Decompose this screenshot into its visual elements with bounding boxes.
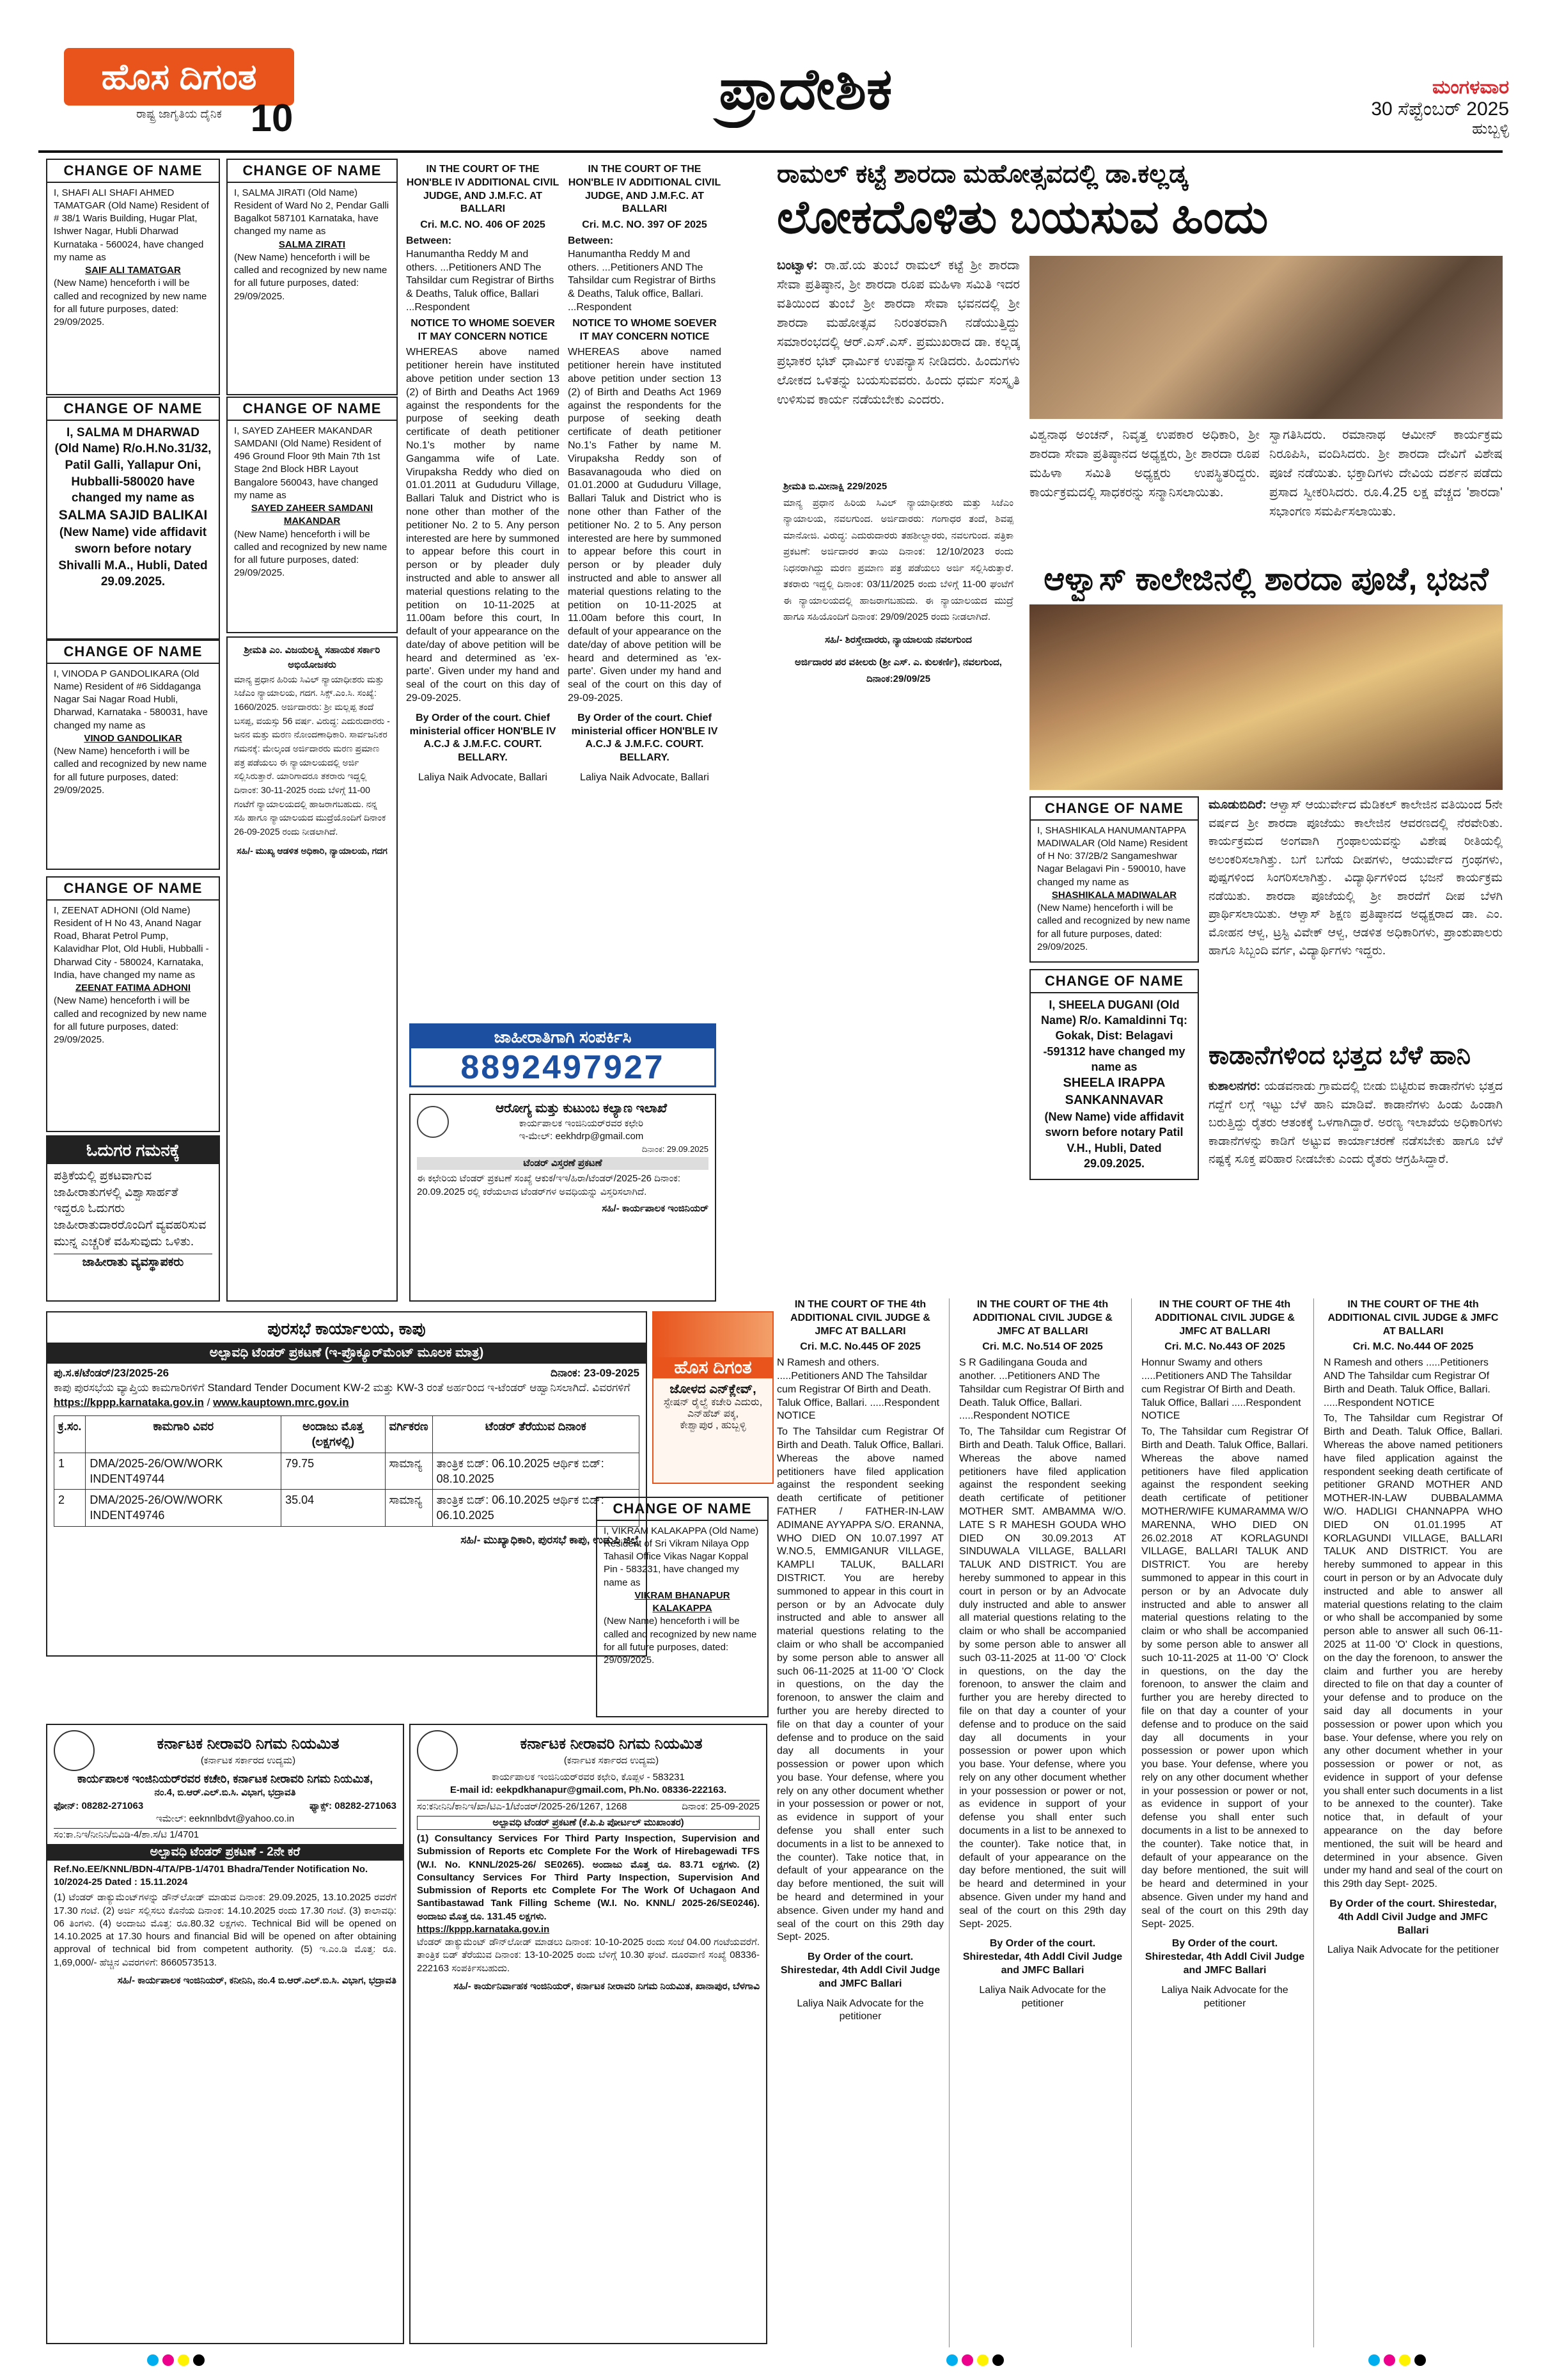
court-title: IN THE COURT OF THE HON'BLE IV ADDITIONAL CIVIL JUDGE, AND J.M.F.C. AT BALLARI: [568, 164, 721, 215]
story1-col2: ವಿಶ್ವನಾಥ ಅಂಚನ್, ನಿವೃತ್ತ ಉಪಕಾರ ಅಧಿಕಾರಿ, ಶ್ರೀ ಶಾರದಾ ಸೇವಾ ಪ್ರತಿಷ್ಠಾನದ ಅಧ್ಯಕ್ಷರು, ಶ್ರೀ ಶಾರದಾ ರೂಪ ಮಹಿಳಾ ಸಮಿತಿ ಅಧ್ಯಕ್ಷರು ಉಪಸ್ಥಿತರಿದ್ದರು. ಕಾರ್ಯಕ್ರಮದಲ್ಲಿ ಸಾಧಕರನ್ನು ಸನ್ಮಾನಿಸಲಾಯಿತು.: [1029, 428, 1260, 500]
court-body: To, The Tahsildar cum Registrar Of Birth and Death. Taluk Office, Ballari. Whereas the above named petitioners have filed application against the respondent seeking death certificate of petitioner MOTHER SMT. AMBAMMA W/O. LATE S R MAHESH GOUDA WHO DIED ON 30.09.2013 AT SINDUWALA VILLAGE, BALLARI TALUK AND DISTRICT. You are hereby summoned to appear in this court in person or by an Advocate duly instructed and able to answer all material questions relating to the claim or who shall be accompanied by some person able to answer all such 03-11-2025 at 11-00 'O' Clock in questions, on the day the forenoon, to answer the claim and further you are hereby directed to file on that day a counter of your defense and to produce on the said day all documents in your possession or power upon which you base. Your defense, where you rely on any other document whether in your possession or power or not, as evidence in support of your defense you shall enter such documents in a list to be annexed to the counter). Take notice that, in default of your appearance on the day before mentioned, the suit will be heard and determined in your absence. Given under my hand and seal of the court on this 29th day Sept- 2025.: [959, 1426, 1126, 1930]
legal-notice-advocate: ಅರ್ಜಿದಾರರ ಪರ ವಕೀಲರು (ಶ್ರೀ ಎಸ್. ಎ. ಕುಲಕರ್ಣಿ), ನವಲಗುಂದ, ದಿನಾಂಕ:29/09/25: [795, 657, 1002, 684]
court-notice-397: [568, 163, 721, 1014]
court-title: IN THE COURT OF THE 4th ADDITIONAL CIVIL JUDGE & JMFC AT BALLARI: [1327, 1299, 1499, 1337]
knnl2-heading: ಅಲ್ಪಾವಧಿ ಟೆಂಡರ್ ಪ್ರಕಟಣೆ (ಕೆ.ಪಿ.ಪಿ ಪೋರ್ಟಲ್ ಮುಖಾಂತರ): [417, 1816, 760, 1830]
ad-tail: (New Name) henceforth i will be called and recognized by new name for all future purposes, dated: 29/09/2025.: [234, 251, 387, 302]
knnl2-ref: ಸಂ:ಕನೀನಿನಿ/ಕಾನಿಇ/ಖಾ/ಟಿಎ-1/ಟೆಂಡರ್/2025-26/1267, 1268: [417, 1801, 627, 1812]
ad-tail: (New Name) henceforth i will be called and recognized by new name for all future purposes, dated: 29/09/2025.: [54, 746, 207, 796]
court-title: IN THE COURT OF THE 4th ADDITIONAL CIVIL JUDGE & JMFC AT BALLARI: [973, 1299, 1113, 1337]
court-advocate: Laliya Naik Advocate, Ballari: [418, 772, 547, 784]
table-cell: DMA/2025-26/OW/WORK INDENT49744: [86, 1453, 281, 1490]
ad-new-name: VIKRAM BHANAPUR KALAKAPPA: [634, 1589, 730, 1614]
knnl2-body: ಟೆಂಡರ್ ಡಾಕ್ಯುಮೆಂಟ್ ಡೌನ್‌ಲೋಡ್ ಮಾಡಲು ದಿನಾಂಕ: 10-10-2025 ರಂದು ಸಂಜೆ 04.00 ಗಂಟೆಯವರೆಗೆ. ತಾಂತ್ರಿಕ ಬಿಡ್ ತೆರೆಯುವ ದಿನಾಂಕ: 13-10-2025 ರಂದು ಬೆಳಿಗ್ಗೆ 10.30 ಘಂಟೆ. ದೂರವಾಣಿ ಸಂಖ್ಯೆ 08336-222163 ಸಂಪರ್ಕಿಸಬಹುದು.: [417, 1937, 760, 1974]
ad-header: CHANGE OF NAME: [597, 1498, 767, 1521]
ad-change-of-name-1: [46, 159, 220, 395]
section-title: ಪ್ರಾದೇಶಿಕ: [719, 58, 893, 122]
municipal-tender-table: [54, 1415, 639, 1527]
legal-notice-title: ಶ್ರೀಮತಿ ಎಂ. ವಿಜಯಲಕ್ಷ್ಮಿ ಸಹಾಯಕ ಸರ್ಕಾರಿ ಅಭಿಯೋಜಕರು: [244, 645, 380, 671]
court-sign: By Order of the court. Chief ministerial officer HON'BLE IV A.C.J & J.M.F.C. COURT. BELLARY.: [409, 712, 556, 764]
table-row: [54, 1490, 639, 1527]
court-parties: N Ramesh and others. .....Petitioners AND The Tahsildar cum Registrar Of Birth and Death. Taluk Office, Ballari. .....Respondent NOTICE: [777, 1357, 940, 1422]
ad-header: CHANGE OF NAME: [228, 160, 396, 183]
ad-header: CHANGE OF NAME: [47, 398, 219, 421]
knnl2-portal-link[interactable]: https://kppp.karnataka.gov.in: [417, 1923, 550, 1935]
court-case-number: Cri. M.C. NO. 406 OF 2025: [420, 219, 545, 231]
municipal-ref: ಪು.ಸ.ಕ/ಟೆಂಡರ್/23/2025-26: [54, 1367, 169, 1380]
masthead-rule: [38, 150, 1503, 153]
dateline: [1279, 77, 1509, 138]
ad-new-name: SHEELA IRAPPA SANKANNAVAR: [1063, 1076, 1166, 1108]
ad-change-of-name-3: [46, 397, 220, 640]
court-body: To, The Tahsildar cum Registrar Of Birth and Death. Taluk Office, Ballari. Whereas the above named petitioners have filed application against the respondent seeking death certificate of petitioner GRAND MOTHER AND MOTHER-IN-LAW DUBBALAMMA W/O. HADLIGI CHANNAPPA WHO DIED ON 01.01.1995 AT KORLAGUNDI VILLAGE, BALLARI TALUK AND DISTRICT. You are hereby summoned to appear in this court in person or by an Advocate duly instructed and able to answer all material questions relating to the claim or who shall be accompanied by some person able to answer all such 06-11-2025 at 11-00 'O' Clock in questions, on the day the forenoon, to answer the claim and further you are hereby directed to file on that day a counter of your defense and to produce on the said day all documents in your possession or power upon which you base. Your defense, where you rely on any other document whether in your possession or power or not, as evidence in support of your defense you shall enter such documents in a list to be annexed to the counter). Take notice that, in default of your appearance on the day before mentioned, the suit will be heard and determined in your absence. Given under my hand and seal of the court on this 29th day Sept- 2025.: [1324, 1413, 1503, 1890]
legal-notice-body: ಮಾನ್ಯ ಪ್ರಧಾನ ಹಿರಿಯ ಸಿವಿಲ್ ನ್ಯಾಯಾಧೀಶರು ಮತ್ತು ಸಿಜೆಎಂ ನ್ಯಾಯಾಲಯ, ನವಲಗುಂದ. ಅರ್ಜಿದಾರರು: ಗಂಗಾಧರ ತಂದೆ, ಶಿವಪ್ಪ ಮಾನೋಜಿ. ವಿರುದ್ಧ: ಎದುರುದಾರರು ತಹಶೀಲ್ದಾರರು, ನವಲಗುಂದ. ಪತ್ರಿಕಾ ಪ್ರಕಟಣೆ: ಅರ್ಜಿದಾರರ ತಾಯಿ ದಿನಾಂಕ: 12/10/2023 ರಂದು ನಿಧನರಾಗಿದ್ದು ಮರಣ ಪ್ರಮಾಣ ಪತ್ರ ಪಡೆಯಲು ಅರ್ಜಿ ಸಲ್ಲಿಸಿರುತ್ತಾರೆ. ತಕರಾರು ಇದ್ದಲ್ಲಿ ದಿನಾಂಕ: 03/11/2025 ರಂದು ಬೆಳಿಗ್ಗೆ 11-00 ಘಂಟೆಗೆ ಈ ನ್ಯಾಯಾಲಯದಲ್ಲಿ ಹಾಜರಾಗಬಹುದು. ಈ ನ್ಯಾಯಾಲಯದ ಮುದ್ರೆ ಹಾಗೂ ಸಹಿಯೊಂದಿಗೆ ದಿನಾಂಕ: 29/09/2025 ರಂದು ನೀಡಲಾಗಿದೆ.: [783, 497, 1013, 622]
yellow-dot-icon: [1399, 2354, 1411, 2366]
ad-body: I, SALMA M DHARWAD (Old Name) R/o.H.No.31/32, Patil Galli, Yallapur Oni, Hubballi-580020 have changed my name as: [54, 425, 212, 505]
contact-banner-label: ಜಾಹೀರಾತಿಗಾಗಿ ಸಂಪರ್ಕಿಸಿ: [411, 1025, 714, 1048]
story2-text: ಆಳ್ವಾಸ್ ಆಯುರ್ವೇದ ಮೆಡಿಕಲ್ ಕಾಲೇಜಿನ ವತಿಯಿಂದ 5ನೇ ವರ್ಷದ ಶ್ರೀ ಶಾರದಾ ಪೂಜೆಯು ಕಾಲೇಜಿನ ಆವರಣದಲ್ಲಿ ನೆರವೇರಿತು. ಕಾರ್ಯಕ್ರಮದ ಅಂಗವಾಗಿ ಗ್ರಂಥಾಲಯವನ್ನು ವಿಶೇಷ ರೀತಿಯಲ್ಲಿ ಅಲಂಕರಿಸಲಾಗಿತ್ತು. ಬಗೆ ಬಗೆಯ ದೀಪಗಳು, ಆಯುರ್ವೇದ ಗ್ರಂಥಗಳು, ಪುಷ್ಪಗಳಿಂದ ಸಿಂಗರಿಸಲಾಗಿತ್ತು. ವಿದ್ಯಾರ್ಥಿಗಳಿಂದ ಭಜನೆ ಕಾರ್ಯಕ್ರಮ ನಡೆಯಿತು. ಶಾರದಾ ಪೂಜೆಯಲ್ಲಿ ಶ್ರೀ ಶಾರದೆಗೆ ದೀಪ ಬೆಳಗಿ ಪ್ರಾರ್ಥಿಸಲಾಯಿತು. ಆಳ್ವಾಸ್ ಶಿಕ್ಷಣ ಪ್ರತಿಷ್ಠಾನದ ಅಧ್ಯಕ್ಷರಾದ ಡಾ. ಎಂ. ಮೋಹನ ಆಳ್ವ, ಟ್ರಸ್ಟಿ ವಿವೇಕ್ ಆಳ್ವ, ಆಡಳಿತ ಅಧಿಕಾರಿಗಳು, ಪ್ರಾಂಶುಪಾಲರು ಹಾಗೂ ಸಿಬ್ಬಂದಿ ವರ್ಗ, ವಿದ್ಯಾರ್ಥಿಗಳು ಇದ್ದರು.: [1209, 798, 1503, 958]
court-case-number: Cri. M.C. No.445 OF 2025: [800, 1341, 921, 1353]
registration-marks-right: [1368, 2354, 1430, 2367]
court-parties: Hanumantha Reddy M and others. ...Petitioners AND The Tahsildar cum Registrar of Births & Deaths, Taluk office, Ballari. ...Respondent: [568, 248, 716, 313]
court-sign: By Order of the court. Shirestedar, 4th Addl Civil Judge and JMFC Ballari: [1329, 1898, 1497, 1936]
ad-new-name: SAYED ZAHEER SAMDANI MAKANDAR: [251, 503, 373, 527]
newspaper-promo-box: [652, 1311, 774, 1484]
ad-header: CHANGE OF NAME: [1031, 798, 1198, 821]
ad-contact-banner: [409, 1023, 716, 1087]
court-sign: By Order of the court. Chief ministerial officer HON'BLE IV A.C.J & J.M.F.C. COURT. BELLARY.: [571, 712, 718, 764]
knnl1-title: ಕರ್ನಾಟಕ ನೀರಾವರಿ ನಿಗಮ ನಿಯಮಿತ: [157, 1735, 340, 1753]
court-case-number: Cri. M.C. No.443 OF 2025: [1164, 1341, 1285, 1353]
cyan-dot-icon: [147, 2354, 159, 2366]
story1-photo: [1029, 256, 1503, 419]
promo-photo: [653, 1312, 772, 1357]
promo-line2: ಸ್ಟೇಷನ್ ರೈಲ್ವೆ ಕಚೇರಿ ಎದುರು, ಎನ್‌ಹೆಚ್ ಪಕ್ಕ,: [663, 1397, 763, 1419]
knnl2-works: (1) Consultancy Services For Third Party Inspection, Supervision and Submission of Reports etc Complete For the Work of Hirebagewadi TFS (W.I. No. KNNL/2025-26/ SE0265). ಅಂದಾಜು ಮೊತ್ತ ರೂ. 83.71 ಲಕ್ಷಗಳು. (2) Consultancy Services For Third Party Inspection, Supervision And Submission of Reports etc Complete For The Work Of Uchagaon And Santibastawad Tank Filling Scheme (W.I. No. KNNL/ 2025-26/SE0246). ಅಂದಾಜು ಮೊತ್ತ ರೂ. 131.45 ಲಕ್ಷಗಳು.: [417, 1833, 760, 1922]
logo-tagline: ರಾಷ್ಟ್ರ ಜಾಗೃತಿಯ ದೈನಿಕ: [136, 107, 222, 120]
knnl-tender-bhadravati: [46, 1724, 404, 2344]
knnl2-date: ದಿನಾಂಕ: 25-09-2025: [682, 1801, 760, 1812]
court-parties: Hanumantha Reddy M and others. ...Petitioners AND The Tahsildar cum Registrar of Births & Deaths, Taluk office, Ballari ...Respondent: [406, 248, 554, 313]
page-number: 10: [250, 97, 293, 139]
knnl2-ref-row: [417, 1800, 760, 1813]
table-cell: DMA/2025-26/OW/WORK INDENT49746: [86, 1490, 281, 1527]
municipal-body-text: ಕಾಪು ಪುರಸಭೆಯ ವ್ಯಾಪ್ತಿಯ ಕಾಮಗಾರಿಗಳಿಗೆ Standard Tender Document KW-2 ಮತ್ತು KW-3 ರಂತೆ ಅರ್ಹರಿಂದ ಇ-ಟೆಂಡರ್ ಆಹ್ವಾನಿಸಲಾಗಿದೆ. ವಿವರಗಳಿಗೆ: [54, 1382, 630, 1394]
knnl2-sub: (ಕರ್ನಾಟಕ ಸರ್ಕಾರದ ಉದ್ಯಮ): [563, 1755, 659, 1767]
knnl1-addr: ನಂ.4, ಬಿ.ಆರ್.ಎಲ್.ಬಿ.ಸಿ. ವಿಭಾಗ, ಭದ್ರಾವತಿ: [154, 1787, 296, 1799]
health-dept-notice: [409, 1094, 716, 1302]
story3-headline: ಕಾಡಾನೆಗಳಿಂದ ಭತ್ತದ ಬೆಳೆ ಹಾನಿ: [1209, 1041, 1471, 1069]
knnl1-sub: (ಕರ್ನಾಟಕ ಸರ್ಕಾರದ ಉದ್ಯಮ): [200, 1755, 296, 1767]
court-case-number: Cri. M.C. NO. 397 OF 2025: [582, 219, 707, 231]
table-header: ಅಂದಾಜು ಮೊತ್ತ (ಲಕ್ಷಗಳಲ್ಲಿ): [281, 1415, 385, 1453]
ad-change-of-name-4: [226, 397, 398, 633]
health-sign: ಸಹಿ/- ಕಾರ್ಯಪಾಲಕ ಇಂಜಿನಿಯರ್: [602, 1202, 708, 1214]
ad-header: CHANGE OF NAME: [47, 878, 219, 901]
story2-photo: [1029, 604, 1503, 790]
government-emblem-icon: [417, 1106, 449, 1138]
reader-notice: [46, 1135, 220, 1302]
ad-body: I, SALMA JIRATI (Old Name) Resident of Ward No 2, Pendar Galli Bagalkot 587101 Karnataka, have changed my name as: [234, 187, 389, 237]
table-header: ಟೆಂಡರ್ ತೆರೆಯುವ ದಿನಾಂಕ: [432, 1415, 639, 1453]
health-heading: ಟೆಂಡರ್ ವಿಸ್ತರಣೆ ಪ್ರಕಟಣೆ: [417, 1157, 708, 1170]
table-cell: ತಾಂತ್ರಿಕ ಬಿಡ್: 06.10.2025 ಆರ್ಥಿಕ ಬಿಡ್: 08.10.2025: [432, 1453, 639, 1490]
court-notice-heading: NOTICE TO WHOME SOEVER IT MAY CONCERN NOTICE: [572, 317, 717, 342]
court-body: WHEREAS above named petitioner herein have instituted above petition under section 13 (2) of Birth and Deaths Act 1969 against the respondents for the purpose of seeking death certificate of death petitioner No.1's mother by name Gangamma wife of Late. Virupaksha Reddy who died on 01.01.2011 at Gududuru Village, Ballari Taluk and District who is none other than mother of the petitioner No. 2 to 5. Any person interested are here by summoned to appear before this court in person or by pleader duly instructed and able to answer all material questions relating to the petition on 10-11-2025 at 11.00am before this court, In default of your appearance on the date/day of above petition will be heard and determined as 'ex-parte'. Given under my hand and seal of the court on this day of 29-09-2025.: [406, 347, 559, 704]
dateline-day: ಮಂಗಳವಾರ: [1432, 77, 1509, 98]
story1-dateline: ಬಂಟ್ವಾಳ:: [777, 258, 818, 272]
court-between: Between:: [568, 235, 614, 246]
ad-new-name: ZEENAT FATIMA ADHONI: [75, 982, 191, 994]
contact-banner-phone: 8892497927: [460, 1049, 665, 1086]
ad-body: I, ZEENAT ADHONI (Old Name) Resident of H No 43, Anand Nagar Road, Bharat Petrol Pump, Kalavidhar Plot, Old Hubli, Hubballi - Dharwad City - 580024, Karnataka, India, have changed my name as: [54, 904, 209, 981]
ad-new-name: VINOD GANDOLIKAR: [84, 732, 182, 744]
court-title: IN THE COURT OF THE 4th ADDITIONAL CIVIL JUDGE & JMFC AT BALLARI: [790, 1299, 930, 1337]
court-parties: N Ramesh and others .....Petitioners AND The Tahsildar cum Registrar Of Birth and Death. Taluk Office, Ballari. .....Respondent NOTICE: [1324, 1357, 1490, 1408]
story3-text: ಯಡವನಾಡು ಗ್ರಾಮದಲ್ಲಿ ಬೀಡು ಬಿಟ್ಟಿರುವ ಕಾಡಾನೆಗಳು ಭತ್ತದ ಗದ್ದೆಗೆ ಲಗ್ಗೆ ಇಟ್ಟು ಬೆಳೆ ಹಾನಿ ಮಾಡಿವೆ. ಕಾಡಾನೆಗಳು ಹಿಂಡು ಹಿಂಡಾಗಿ ಬರುತ್ತಿದ್ದು ರೈತರು ಆತಂಕಕ್ಕೆ ಒಳಗಾಗಿದ್ದಾರೆ. ಅರಣ್ಯ ಇಲಾಖೆಯ ಅಧಿಕಾರಿಗಳು ಕಾಡಾನೆಗಳನ್ನು ಕಾಡಿಗೆ ಅಟ್ಟುವ ಕಾರ್ಯಾಚರಣೆ ನಡೆಸಬೇಕು ಹಾಗೂ ಬೆಳೆ ನಷ್ಟಕ್ಕೆ ಸೂಕ್ತ ಪರಿಹಾರ ನೀಡಬೇಕು ಎಂದು ರೈತರು ಆಗ್ರಹಿಸಿದ್ದಾರೆ.: [1209, 1080, 1503, 1166]
court-sign: By Order of the court. Shirestedar, 4th Addl Civil Judge and JMFC Ballari: [780, 1951, 941, 1989]
yellow-dot-icon: [977, 2354, 989, 2366]
dateline-date: 30 ಸೆಪ್ಟೆಂಬರ್ 2025: [1371, 99, 1509, 120]
court-notice-514: [959, 1298, 1132, 2347]
legal-notice-sign: ಸಹಿ/- ಮುಖ್ಯ ಆಡಳಿತ ಅಧಿಕಾರಿ, ನ್ಯಾಯಾಲಯ, ಗದಗ: [237, 845, 387, 856]
legal-notice-sign: ಸಹಿ/- ಶಿರಸ್ತೇದಾರರು, ನ್ಯಾಯಾಲಯ ನವಲಗುಂದ: [825, 634, 972, 645]
magenta-dot-icon: [962, 2354, 973, 2366]
court-sign: By Order of the court. Shirestedar, 4th Addl Civil Judge and JMFC Ballari: [962, 1938, 1123, 1976]
ad-change-of-name-8: [1029, 796, 1199, 963]
court-advocate: Laliya Naik Advocate for the petitioner: [1327, 1944, 1499, 1956]
ad-change-of-name-6: [46, 876, 220, 1132]
municipal-website-link[interactable]: www.kauptown.mrc.gov.in: [213, 1396, 349, 1408]
court-notice-406: [406, 163, 559, 1014]
health-title: ಆರೋಗ್ಯ ಮತ್ತು ಕುಟುಂಬ ಕಲ್ಯಾಣ ಇಲಾಖೆ: [495, 1101, 668, 1115]
court-notice-445: [777, 1298, 950, 2347]
court-parties: S R Gadilingana Gouda and another. ...Petitioners AND The Tahsildar cum Registrar Of Birth and Death. Taluk Office, Ballari. .....Respondent NOTICE: [959, 1357, 1124, 1422]
black-dot-icon: [193, 2354, 205, 2366]
court-advocate: Laliya Naik Advocate for the petitioner: [979, 1984, 1106, 2009]
table-header: ಕ್ರ.ಸಂ.: [54, 1415, 86, 1453]
reader-notice-body: ಪತ್ರಿಕೆಯಲ್ಲಿ ಪ್ರಕಟವಾಗುವ ಜಾಹೀರಾತುಗಳಲ್ಲಿ ವಿಶ್ವಾಸಾರ್ಹತೆ ಇದ್ದರೂ ಓದುಗರು ಜಾಹೀರಾತುದಾರರೊಂದಿಗೆ ವ್ಯವಹರಿಸುವ ಮುನ್ನ ಎಚ್ಚರಿಕೆ ವಹಿಸುವುದು ಒಳಿತು.: [54, 1169, 207, 1249]
court-notice-443: [1141, 1298, 1314, 2347]
ad-change-of-name-2: [226, 159, 398, 395]
ad-body: I, SAYED ZAHEER MAKANDAR SAMDANI (Old Name) Resident of 496 Ground Floor 9th Main 7th 1st Stage 2nd Block HBR Layout Bangalore 560043, have changed my name as: [234, 425, 382, 501]
story1-headline-block: [777, 160, 1506, 249]
black-dot-icon: [1414, 2354, 1426, 2366]
knnl2-email: E-mail id: eekpdkhanapur@gmail.com, Ph.No. 08336-222163.: [450, 1785, 727, 1796]
dateline-place: ಹುಬ್ಬಳ್ಳಿ: [1472, 120, 1509, 138]
registration-marks-center: [946, 2354, 1008, 2367]
story3-body: [1209, 1078, 1503, 1289]
ad-tail: (New Name) henceforth i will be called and recognized by new name for all future purposes, dated: 29/09/2025.: [54, 278, 207, 328]
cyan-dot-icon: [1368, 2354, 1380, 2366]
ad-change-of-name-9: [1029, 969, 1199, 1180]
table-cell: ಸಾಮಾನ್ಯ: [385, 1490, 432, 1527]
promo-line1: ಜೋಳದ ಎನ್‌ಕ್ಲೇವ್,: [669, 1382, 756, 1396]
court-notice-444: [1324, 1298, 1503, 2347]
table-cell: 35.04: [281, 1490, 385, 1527]
ad-header: CHANGE OF NAME: [47, 160, 219, 183]
knnl2-title: ಕರ್ನಾಟಕ ನೀರಾವರಿ ನಿಗಮ ನಿಯಮಿತ: [520, 1735, 703, 1753]
magenta-dot-icon: [162, 2354, 174, 2366]
story2-dateline: ಮೂಡುಬಿದಿರೆ:: [1209, 798, 1267, 812]
court-between: Between:: [406, 235, 452, 246]
knnl1-refno: Ref.No.EE/KNNL/BDN-4/TA/PB-1/4701 Bhadra/Tender Notification No. 10/2024-25 Dated : 15.11.2024: [54, 1863, 368, 1888]
table-header: ಕಾಮಗಾರಿ ವಿವರ: [86, 1415, 281, 1453]
ad-tail: (New Name) henceforth i will be called and recognized by new name for all future purposes, dated: 29/09/2025.: [604, 1616, 757, 1666]
municipal-body: ಕಾಪು ಪುರಸಭೆಯ ವ್ಯಾಪ್ತಿಯ ಕಾಮಗಾರಿಗಳಿಗೆ Standard Tender Document KW-2 ಮತ್ತು KW-3 ರಂತೆ ಅರ್ಹರಿಂದ ಇ-ಟೆಂಡರ್ ಆಹ್ವಾನಿಸಲಾಗಿದೆ. ವಿವರಗಳಿಗೆ https://kppp.karnataka.gov.in / www.kauptown.mrc.gov.in: [54, 1382, 630, 1408]
court-parties: Honnur Swamy and others .....Petitioners AND The Tahsildar cum Registrar Of Birth and Death. Taluk Office, Ballari .....Respondent NOTICE: [1141, 1357, 1301, 1422]
municipal-office: ಪುರಸಭೆ ಕಾರ್ಯಾಲಯ, ಕಾಪು: [267, 1319, 426, 1338]
municipal-portal-link[interactable]: https://kppp.karnataka.gov.in: [54, 1396, 204, 1408]
court-case-number: Cri. M.C. No.444 OF 2025: [1352, 1341, 1474, 1353]
court-sign: By Order of the court. Shirestedar, 4th Addl Civil Judge and JMFC Ballari: [1145, 1938, 1305, 1976]
ad-new-name: SALMA SAJID BALIKAI: [58, 507, 208, 523]
table-cell: 1: [54, 1453, 86, 1490]
ad-tail: (New Name) henceforth i will be called and recognized by new name for all future purposes, dated: 29/09/2025.: [54, 995, 207, 1046]
health-body: ಈ ಕಛೇರಿಯ ಟೆಂಡರ್ ಪ್ರಕಟಣೆ ಸಂಖ್ಯೆ ಆಕುಕ/ಇಇ/ಹಿರಾ/ಟೆಂಡರ್/2025-26 ದಿನಾಂಕ: 20.09.2025 ರಲ್ಲಿ ಕರೆಯಲಾದ ಟೆಂಡರ್‌ಗಳ ಅವಧಿಯನ್ನು ವಿಸ್ತರಿಸಲಾಗಿದೆ.: [417, 1173, 681, 1197]
knnl1-office: ಕಾರ್ಯಪಾಲಕ ಇಂಜಿನಿಯರ್‌ರವರ ಕಚೇರಿ, ಕರ್ನಾಟಕ ನೀರಾವರಿ ನಿಗಮ ನಿಯಮಿತ,: [77, 1772, 373, 1785]
legal-notice-kannada-2: [777, 473, 1020, 1286]
court-title: IN THE COURT OF THE HON'BLE IV ADDITIONAL CIVIL JUDGE, AND J.M.F.C. AT BALLARI: [406, 164, 559, 215]
knnl2-office: ಕಾರ್ಯಪಾಲಕ ಇಂಜಿನಿಯರ್‌ರವರ ಕಛೇರಿ, ಕೊಪ್ಪಳ - 583231: [492, 1772, 685, 1783]
knnl1-heading: ಅಲ್ಪಾವಧಿ ಟೆಂಡರ್ ಪ್ರಕಟಣೆ - 2ನೇ ಕರೆ: [47, 1844, 403, 1861]
ad-body: I, SHEELA DUGANI (Old Name) R/o. Kamaldinni Tq: Gokak, Dist: Belagavi -591312 have changed my name as: [1040, 998, 1188, 1073]
story1-headline: ಲೋಕದೊಳಿತು ಬಯಸುವ ಹಿಂದು: [777, 192, 1269, 243]
ad-tail: (New Name) vide affidavit sworn before notary Shivalli M.A., Hubli, Dated 29.09.2025.: [58, 526, 208, 589]
health-header: [417, 1100, 708, 1144]
ad-body: I, SHAFI ALI SHAFI AHMED TAMATGAR (Old Name) Resident of # 38/1 Waris Building, Hugar Plat, Ishwer Nagar, Hubli Dharwad Kurnataka - 560024, have changed my name as: [54, 187, 209, 263]
table-cell: ತಾಂತ್ರಿಕ ಬಿಡ್: 06.10.2025 ಆರ್ಥಿಕ ಬಿಡ್: 06.10.2025: [432, 1490, 639, 1527]
story1-col1: [777, 256, 1020, 467]
knnl1-header: [54, 1730, 396, 1771]
knnl1-phone: ಫೋನ್: 08282-271063: [54, 1800, 144, 1811]
court-body: To The Tahsildar cum Registrar Of Birth and Death. Taluk Office, Ballari. Whereas the above named petitioners have filed application against the respondent seeking death certificate of petitioner FATHER / FATHER-IN-LAW ADIMANE AYYAPPA S/O. ERANNA, WHO DIED ON 10.07.1997 AT W.NO.5, EMMIGANUR VILLAGE, KAMPLI TALUK, BALLARI DISTRICT. You are hereby summoned to appear in this court in person or by an Advocate duly instructed and able to answer all material questions relating to the claim or who shall be accompanied by some person able to answer all such 06-11-2025 at 11-00 'O' Clock in questions, on the day the forenoon, to answer the claim and further you are hereby directed to file on that day a counter of your defense and to produce on the said day all documents in your possession or power upon which you base. Your defense, where you rely on any other document whether in your possession or power or not, as evidence in support of your defense you shall enter such documents in a list to be annexed to the counter). Take notice that, in default of your appearance on the day before mentioned, the suit will be heard and determined in your absence. Given under my hand and seal of the court on this 29th day Sept- 2025.: [777, 1426, 944, 1943]
legal-notice-body: ಮಾನ್ಯ ಪ್ರಧಾನ ಹಿರಿಯ ಸಿವಿಲ್ ನ್ಯಾಯಾಧೀಶರು ಮತ್ತು ಸಿಜೆಎಂ ನ್ಯಾಯಾಲಯ, ಗದಗ. ಸಿಕ್ಸ್.ಎಂ.ಸಿ. ಸಂಖ್ಯೆ: 1660/2025. ಅರ್ಜಿದಾರರು: ಶ್ರೀ ಮಲ್ಲಪ್ಪ ತಂದೆ ಬಸಪ್ಪ, ವಯಸ್ಸು 56 ವರ್ಷ. ವಿರುದ್ಧ: ಎದುರುದಾರರು - ಜನನ ಮತ್ತು ಮರಣ ನೋಂದಣಾಧಿಕಾರಿ. ಸಾರ್ವಜನಿಕರ ಗಮನಕ್ಕೆ: ಮೇಲ್ಕಂಡ ಅರ್ಜಿದಾರರು ಮರಣ ಪ್ರಮಾಣ ಪತ್ರ ಪಡೆಯಲು ಈ ನ್ಯಾಯಾಲಯದಲ್ಲಿ ಅರ್ಜಿ ಸಲ್ಲಿಸಿರುತ್ತಾರೆ. ಯಾರಿಗಾದರೂ ತಕರಾರು ಇದ್ದಲ್ಲಿ ದಿನಾಂಕ: 30-11-2025 ರಂದು ಬೆಳಿಗ್ಗೆ 11-00 ಗಂಟೆಗೆ ನ್ಯಾಯಾಲಯದಲ್ಲಿ ಹಾಜರಾಗಬಹುದು. ನನ್ನ ಸಹಿ ಹಾಗೂ ನ್ಯಾಯಾಲಯದ ಮುದ್ರೆಯೊಂದಿಗೆ ದಿನಾಂಕ 26-09-2025 ರಂದು ನೀಡಲಾಗಿದೆ.: [234, 674, 390, 837]
court-title: IN THE COURT OF THE 4th ADDITIONAL CIVIL JUDGE & JMFC AT BALLARI: [1155, 1299, 1295, 1337]
magenta-dot-icon: [1384, 2354, 1395, 2366]
court-advocate: Laliya Naik Advocate for the petitioner: [797, 1998, 924, 2022]
municipal-tender-notice: [46, 1311, 647, 1657]
municipal-ref-row: [54, 1366, 639, 1381]
ad-new-name: SHASHIKALA MADIWALAR: [1051, 889, 1177, 901]
table-header-row: [54, 1415, 639, 1453]
health-email: ಇ-ಮೇಲ್: eekhdrp@gmail.com: [519, 1131, 644, 1142]
black-dot-icon: [992, 2354, 1004, 2366]
ad-tail: (New Name) vide affidavit sworn before notary Patil V.H., Hubli, Dated 29.09.2025.: [1044, 1110, 1184, 1170]
knnl1-fax: ಫ್ಯಾಕ್ಸ್: 08282-271063: [309, 1800, 396, 1811]
ad-body: I, VIKRAM KALAKAPPA (Old Name) Resident of Sri Vikram Nilaya Opp Tahasil Office Vikas Nagar Koppal Pin - 583231, have changed my name as: [604, 1525, 759, 1588]
court-body: To, The Tahsildar cum Registrar Of Birth and Death. Taluk Office, Ballari. Whereas the above named petitioners have filed application against the respondent seeking death certificate of petitioner MOTHER/WIFE KUMARAMMA W/O MARENNA, WHO DIED ON 26.02.2018 AT KORLAGUNDI VILLAGE, BALLARI TALUK AND DISTRICT. You are hereby summoned to appear in this court in person or by an Advocate duly instructed and able to answer all material questions relating to the claim or who shall be accompanied by some person able to answer all such 10-11-2025 at 11-00 'O' Clock in questions, on the day the forenoon, to answer the claim and further you are hereby directed to file on that day a counter of your defense and to produce on the said day all documents in your possession or power upon which you base. Your defense, where you rely on any other document whether in your possession or power or not, as evidence in support of your defense you shall enter such documents in a list to be annexed to the counter). Take notice that, in default of your appearance on the day before mentioned, the suit will be heard and determined in your absence. Given under my hand and seal of the court on this 29th day Sept- 2025.: [1141, 1426, 1308, 1930]
ad-tail: (New Name) henceforth i will be called and recognized by new name for all future purposes, dated: 29/09/2025.: [234, 528, 387, 579]
knnl1-contact: [54, 1800, 396, 1813]
knnl1-sign: ಸಹಿ/- ಕಾರ್ಯಪಾಲಕ ಇಂಜಿನಿಯರ್, ಕನೀನಿನಿ, ನಂ.4 ಬಿ.ಆರ್.ಎಲ್.ಬಿ.ಸಿ. ವಿಭಾಗ, ಭದ್ರಾವತಿ: [117, 1974, 396, 1986]
table-row: [54, 1453, 639, 1490]
story1-kicker: ರಾಮಲ್ ಕಟ್ಟೆ ಶಾರದಾ ಮಹೋತ್ಸವದಲ್ಲಿ ಡಾ.ಕಲ್ಲಡ್ಕ: [777, 160, 1188, 188]
story3-dateline: ಕುಶಾಲನಗರ:: [1209, 1080, 1261, 1093]
yellow-dot-icon: [178, 2354, 189, 2366]
registration-marks-left: [147, 2354, 208, 2367]
promo-line3: ಕೇಶ್ವಾಪುರ , ಹುಬ್ಬಳ್ಳಿ: [680, 1420, 746, 1431]
newspaper-logo: ಹೊಸ ದಿಗಂತ: [64, 48, 294, 106]
ad-new-name: SALMA ZIRATI: [278, 239, 346, 250]
promo-logo: ಹೊಸ ದಿಗಂತ: [653, 1357, 772, 1378]
ad-new-name: SAIF ALI TAMATGAR: [85, 265, 181, 276]
court-advocate: Laliya Naik Advocate, Ballari: [580, 772, 709, 784]
legal-notice-kannada-1: [226, 636, 398, 1302]
knnl1-email: ಇಮೇಲ್: eeknnlbdvt@yahoo.co.in: [155, 1813, 295, 1824]
ad-body: I, SHASHIKALA HANUMANTAPPA MADIWALAR (Old Name) Resident of H No: 37/2B/2 Sangameshwar Nagar Belagavi Pin - 590010, have changed my name as: [1037, 824, 1188, 888]
table-cell: ಸಾಮಾನ್ಯ: [385, 1453, 432, 1490]
table-cell: 79.75: [281, 1453, 385, 1490]
knnl1-body: (1) ಟೆಂಡರ್ ಡಾಕ್ಯುಮೆಂಟ್‌ಗಳನ್ನು ಡೌನ್‌ಲೋಡ್ ಮಾಡುವ ದಿನಾಂಕ: 29.09.2025, 13.10.2025 ರವರೆಗೆ 17.30 ಗಂಟೆ. (2) ಅರ್ಜಿ ಸಲ್ಲಿಸಲು ಕೊನೆಯ ದಿನಾಂಕ: 14.10.2025 ರಂದು 17.30 ಗಂಟೆ. (3) ಕಾಲಾವಧಿ: 06 ತಿಂಗಳು. (4) ಅಂದಾಜು ಮೊತ್ತ: ರೂ.80.32 ಲಕ್ಷಗಳು. Technical Bid will be opened on 14.10.2025 at 17.30 hours and financial Bid will be opened on after obtaining approval of technical bid from competent authority. (5) ಇ.ಎಂ.ಡಿ ಮೊತ್ತ: ರೂ. 1,69,000/- ಹೆಚ್ಚಿನ ವಿವರಗಳಿಗೆ: 8660573513.: [54, 1892, 396, 1968]
court-body: WHEREAS above named petitioner herein have instituted above petition under section 13 (2) of Birth and Deaths Act 1969 against the respondents for the purpose of seeking death certificate of death petitioner No.1's Father by name M. Virupaksha Reddy son of Basavanagouda who died on 01.01.2000 at Gududuru Village, Ballari Taluk and District who is none other than Father of the petitioner No. 2 to 5. Any person interested are here by summoned to appear before this court in person or by pleader duly instructed and able to answer all material questions relating to the petition on 10-11-2025 at 11.00am before this court, In default of your appearance on the date/day of above petition will be heard and determined as 'ex-parte'. Given under my hand and seal of the court on this day of 29-09-2025.: [568, 347, 721, 704]
ad-body: I, VINODA P GANDOLIKARA (Old Name) Resident of #6 Siddaganga Nagar Sai Nagar Road Hubli, Dharwad, Karnataka - 580031, have changed my name as: [54, 668, 208, 731]
table-header: ವರ್ಗಿಕರಣ: [385, 1415, 432, 1453]
knnl1-ref: ಸಂ:ಕಾ.ನಿಇ/ನೀನಿನಿ/ಬಿವಿಡಿ-4/ಶಾ.ಸ/ಟಿ 1/4701: [54, 1828, 396, 1841]
story2-body: [1209, 796, 1503, 1033]
story1-col3: ಸ್ವಾಗತಿಸಿದರು. ರಮಾನಾಥ ಆಮೀನ್ ಕಾರ್ಯಕ್ರಮ ನಿರೂಪಿಸಿ, ವಂದಿಸಿದರು. ಶ್ರೀ ಶಾರದಾ ದೇವಿಗೆ ವಿಶೇಷ ಪೂಜೆ ನಡೆಯಿತು. ಭಕ್ತಾದಿಗಳು ದೇವಿಯ ದರ್ಶನ ಪಡೆದು ಪ್ರಸಾದ ಸ್ವೀಕರಿಸಿದರು. ರೂ.4.25 ಲಕ್ಷ ವೆಚ್ಚದ 'ಶಾರದಾ' ಸಭಾಂಗಣ ಸಮರ್ಪಿಸಲಾಯಿತು.: [1269, 428, 1503, 519]
story2-headline: ಆಳ್ವಾಸ್ ಕಾಲೇಜಿನಲ್ಲಿ ಶಾರದಾ ಪೂಜೆ, ಭಜನೆ: [1044, 561, 1489, 597]
story1-text: ರಾ.ಹೆ.ಯ ತುಂಬೆ ರಾಮಲ್ ಕಟ್ಟೆ ಶ್ರೀ ಶಾರದಾ ಸೇವಾ ಪ್ರತಿಷ್ಠಾನ, ಶ್ರೀ ಶಾರದಾ ರೂಪ ಮಹಿಳಾ ಸಮಿತಿ ಇದರ ವತಿಯಿಂದ ತುಂಬೆ ಶ್ರೀ ಶಾರದಾ ಸೇವಾ ಭವನದಲ್ಲಿ ಶ್ರೀ ಶಾರದಾ ಮಹೋತ್ಸವ ನಿರಂತರವಾಗಿ ನಡೆಯುತ್ತಿದ್ದು ಸಮಾರಂಭದಲ್ಲಿ ಆರ್.ಎಸ್.ಎಸ್. ಪ್ರಮುಖರಾದ ಡಾ. ಕಲ್ಲಡ್ಕ ಪ್ರಭಾಕರ ಭಟ್ ಧಾರ್ಮಿಕ ಉಪನ್ಯಾಸ ನೀಡಿದರು. ಹಿಂದುಗಳು ಲೋಕದ ಒಳಿತನ್ನು ಬಯಸುವವರು. ಹಿಂದು ಧರ್ಮ ಸಂಸ್ಕೃತಿ ಉಳಿಸುವ ಕಾರ್ಯ ನಡೆಯಬೇಕು ಎಂದರು.: [777, 258, 1020, 407]
health-sub: ಕಾರ್ಯಪಾಲಕ ಇಂಜಿನಿಯರ್‌ರವರ ಕಛೇರಿ: [519, 1118, 644, 1129]
ad-header: CHANGE OF NAME: [228, 398, 396, 421]
ad-tail: (New Name) henceforth i will be called and recognized by new name for all future purposes, dated: 29/09/2025.: [1037, 902, 1191, 952]
court-advocate: Laliya Naik Advocate for the petitioner: [1161, 1984, 1288, 2009]
health-date: ದಿನಾಂಕ: 29.09.2025: [641, 1144, 708, 1154]
knnl2-sign: ಸಹಿ/- ಕಾರ್ಯನಿರ್ವಾಹಕ ಇಂಜಿನಿಯರ್, ಕರ್ನಾಟಕ ನೀರಾವರಿ ನಿಗಮ ನಿಯಮಿತ, ಖಾನಾಪುರ, ಬೆಳಗಾವಿ: [453, 1980, 760, 1992]
ad-header: CHANGE OF NAME: [1031, 970, 1198, 993]
reader-notice-title: ಓದುಗರ ಗಮನಕ್ಕೆ: [47, 1137, 219, 1164]
reader-notice-footer: ಜಾಹೀರಾತು ವ್ಯವಸ್ಥಾಪಕರು: [54, 1254, 212, 1271]
knnl2-header: [417, 1730, 760, 1771]
knnl-emblem-icon: [54, 1730, 95, 1771]
knnl-tender-khanapur: [409, 1724, 767, 2344]
ad-header: CHANGE OF NAME: [47, 641, 219, 664]
municipal-sign: ಸಹಿ/- ಮುಖ್ಯಾಧಿಕಾರಿ, ಪುರಸಭೆ ಕಾಪು, ಉಡುಪಿ ಜಿಲ್ಲೆ: [460, 1533, 639, 1546]
court-notice-heading: NOTICE TO WHOME SOEVER IT MAY CONCERN NOTICE: [411, 317, 555, 342]
table-cell: 2: [54, 1490, 86, 1527]
ad-change-of-name-5: [46, 640, 220, 870]
municipal-heading: ಅಲ್ಪಾವಧಿ ಟೆಂಡರ್ ಪ್ರಕಟಣೆ (ಇ-ಪ್ರೊಕ್ಯೂರ್‌ಮೆಂಟ್ ಮೂಲಕ ಮಾತ್ರ): [47, 1343, 646, 1364]
court-case-number: Cri. M.C. No.514 OF 2025: [982, 1341, 1103, 1353]
legal-notice-title: ಶ್ರೀಮತಿ ಬಿ.ಮೀನಾಕ್ಷಿ 229/2025: [783, 481, 888, 492]
municipal-date: ದಿನಾಂಕ: 23-09-2025: [551, 1367, 639, 1380]
knnl-emblem-icon: [417, 1730, 458, 1771]
cyan-dot-icon: [946, 2354, 958, 2366]
ad-change-of-name-7: [596, 1497, 769, 1717]
